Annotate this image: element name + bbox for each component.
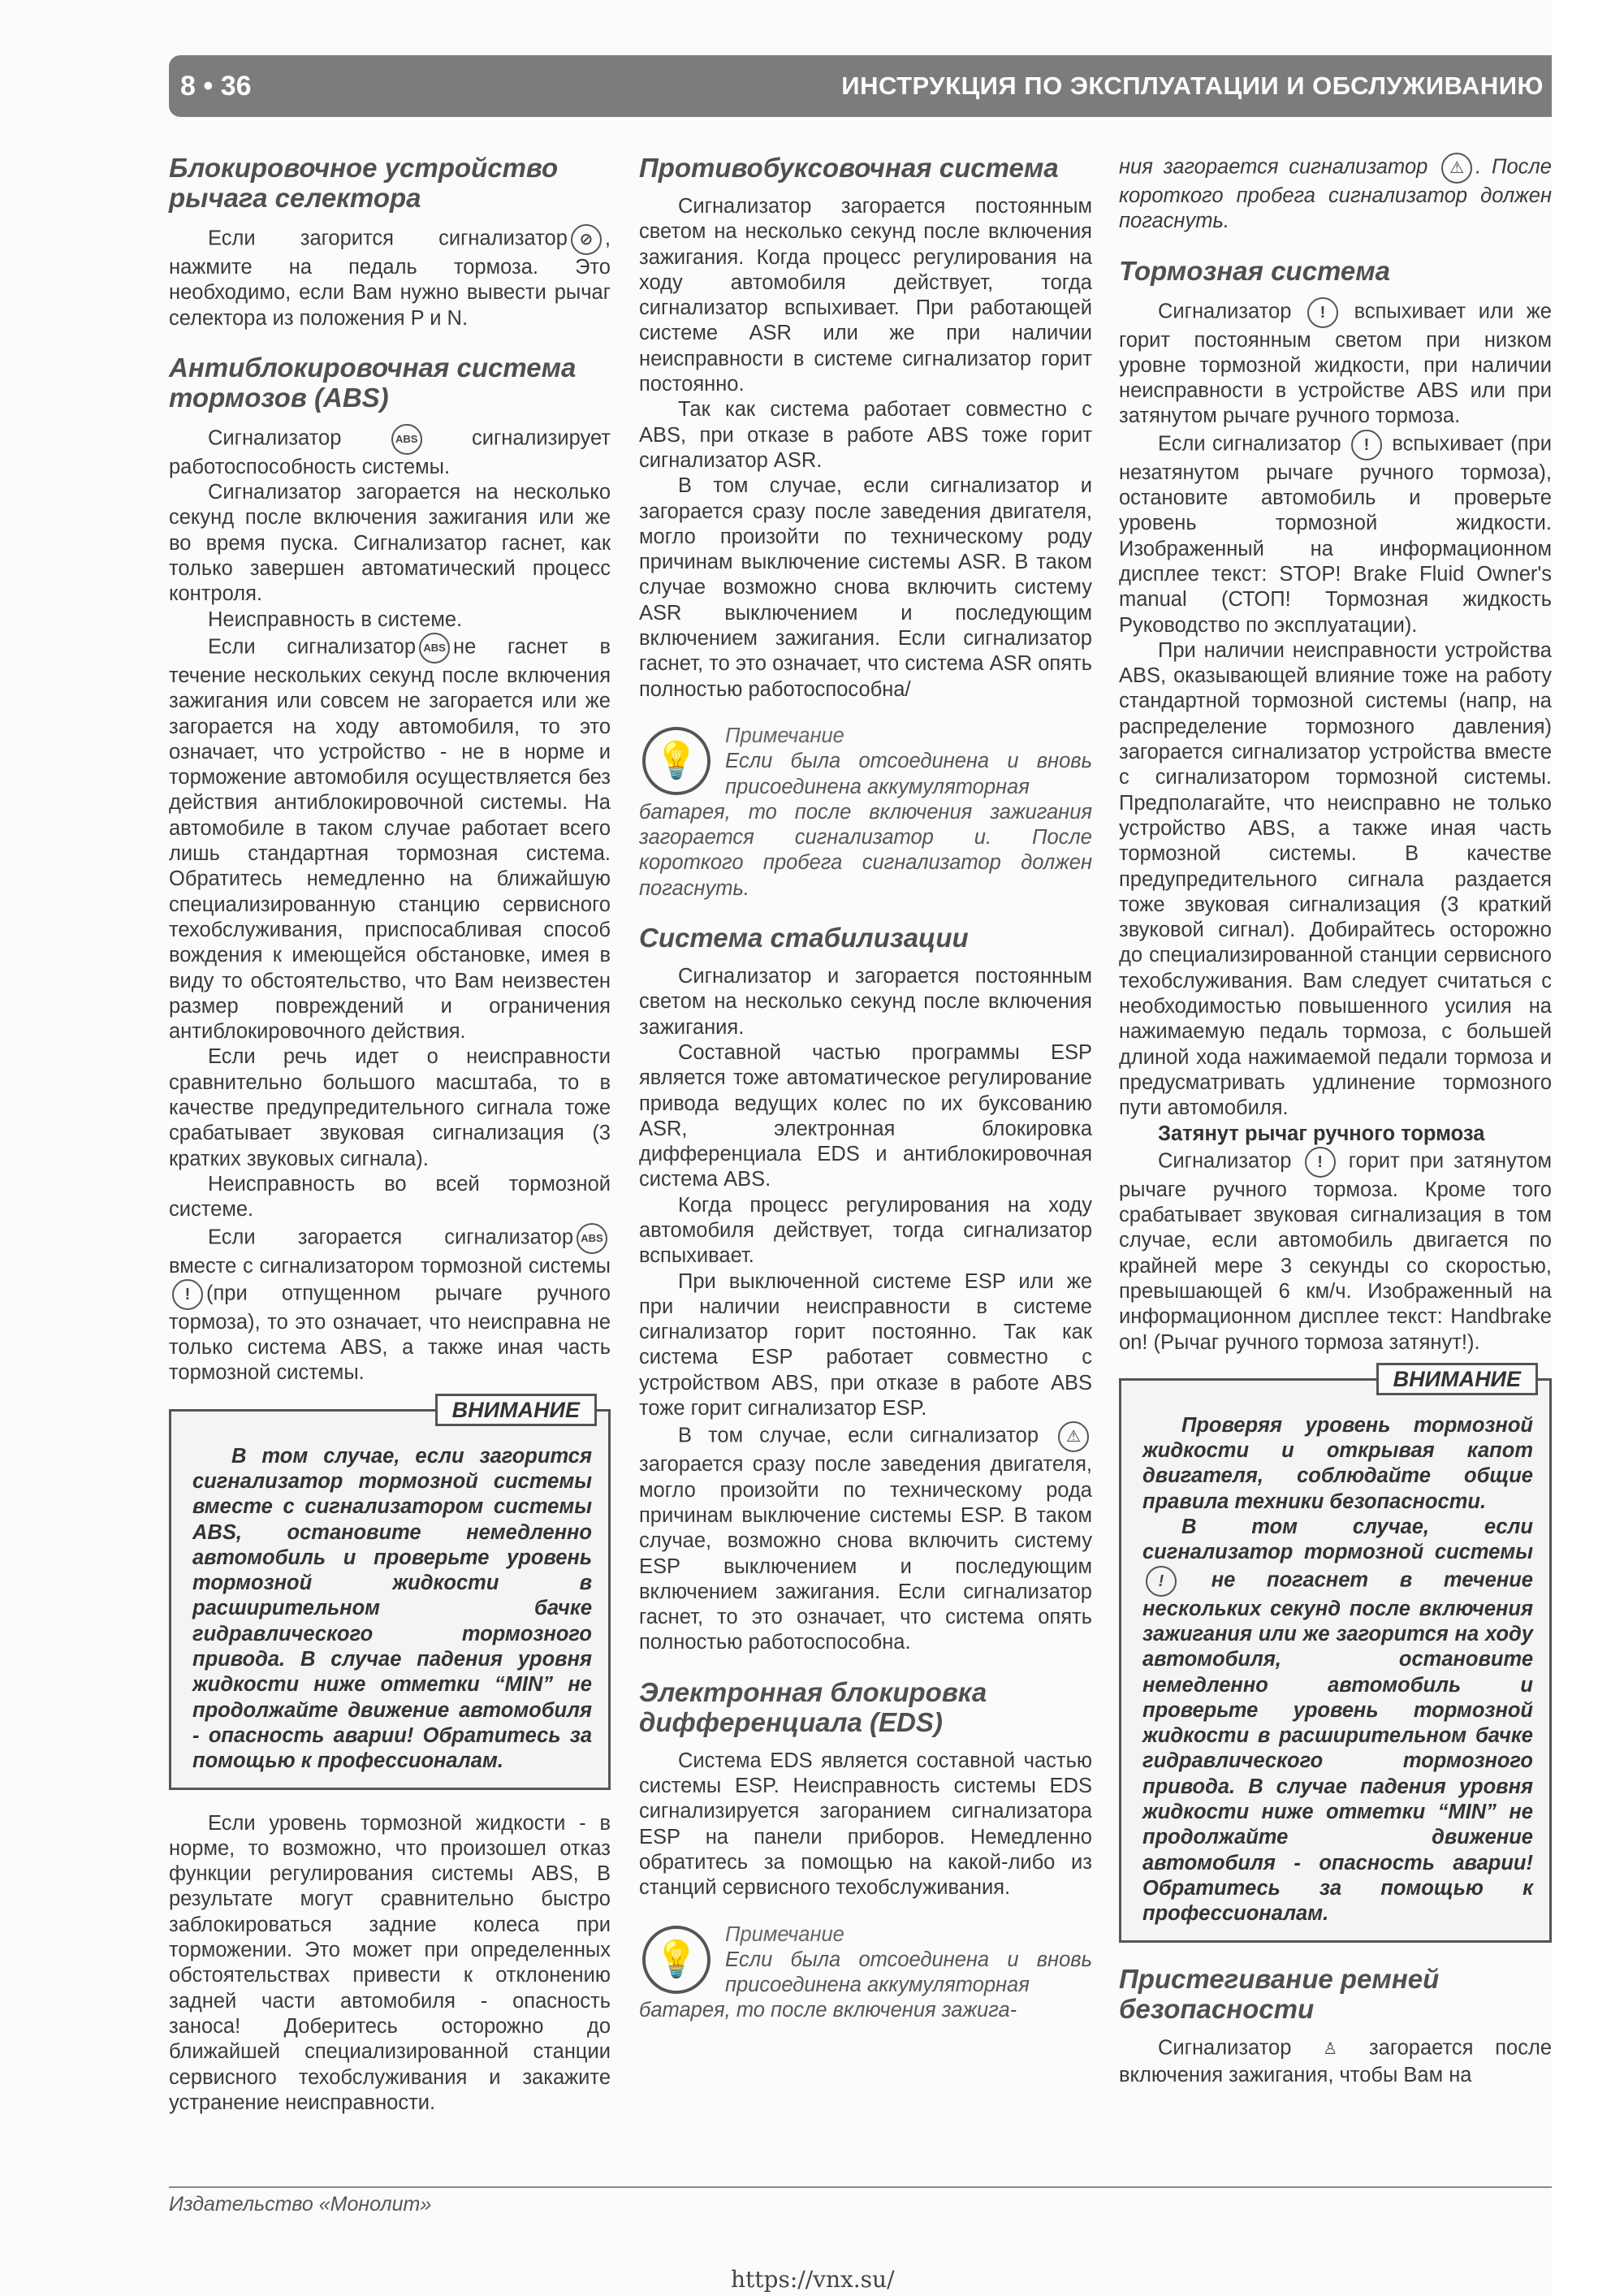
paragraph: Так как система работает совместно с ABS, при отказе в работе ABS тоже горит сигнализатор ASR. [639, 398, 1092, 472]
text: , нажмите на педаль тормоза. Это необходимо, если Вам нужно вывести рычаг селектора из положения P и N. [169, 227, 611, 330]
paragraph: Сигнализатор загорается на несколько секунд после включения зажигания или же во время пуска. Сигнализатор гаснет, как только завершен автоматический процесс контроля. [169, 481, 611, 606]
paragraph: Составной частью программы ESP является тоже автоматическое регулирование привода ведущих колес по их буксованию ASR, электронная блокировка дифференциала EDS и антиблокировочная система ABS. [639, 1040, 1092, 1191]
warning-box [1119, 1366, 1552, 1943]
text: вспыхивает или же горит постоянным светом при низком уровне тормозной жидкости, при наличии неисправности в устройстве ABS или при затянутом рычаге ручного тормоза. [1119, 300, 1552, 428]
note-text: батарея, то после включения зажига- [639, 1999, 1017, 2022]
text: Сигнализатор [1158, 300, 1292, 323]
text: (при отпущенном рычаге ручного тормоза), то это означает, что неисправна не только система ABS, а также иная часть тормозной системы. [169, 1282, 611, 1385]
warning-label: ВНИМАНИЕ [435, 1394, 597, 1426]
subheading-handbrake: Затянут рычаг ручного тормоза [1158, 1122, 1485, 1145]
paragraph [639, 1421, 1092, 1655]
note-block [639, 1922, 1092, 2024]
text: горит при затянутом рычаге ручного тормоза. Кроме того срабатывает звуковая сигнализация в том случае, если автомобиль двигается по крайней мере 3 секунды со скоростью, превышающей 6 км/ч. Изображенный на информационном дисплее текст: Handbrake on! (Рычаг ручного тормоза затянут!). [1119, 1149, 1552, 1354]
brake-warning-icon: ! [1305, 1147, 1336, 1178]
paragraph: Сигнализатор и загорается постоянным светом на несколько секунд после включения зажигания. [639, 965, 1092, 1039]
footer-divider [169, 2186, 1552, 2188]
text: загорается после включения зажигания, чтобы Вам на [1119, 2036, 1552, 2086]
heading-brake-system: Тормозная система [1119, 255, 1390, 286]
paragraph [1119, 1147, 1552, 1356]
warning-text: В том случае, если загорится сигнализатор тормозной системы вместе с сигнализатором системы ABS, остановите немедленно автомобиль и проверьте уровень тормозной жидкости в расширительном бачке гидравлического тормозного привода. В случае падения уровня жидкости ниже отметки “MIN” не продолжайте движение автомобиля - опасность аварии! Обратитесь за помощью к профессионалам. [192, 1444, 592, 1773]
note-text: батарея, то после включения зажигания загорается сигнализатор и. После короткого пробега сигнализатор должен погаснуть. [639, 800, 1092, 900]
text: Сигнализатор [1158, 2036, 1292, 2060]
brake-warning-icon: ! [1307, 297, 1338, 328]
paragraph [1119, 430, 1552, 638]
warning-text [1142, 1515, 1533, 1926]
heading-selector-lock: Блокировочное устройство рычага селектора [169, 153, 559, 213]
paragraph: Когда процесс регулирования на ходу автомобиля действует, тогда сигнализатор вспыхивает. [639, 1193, 1092, 1268]
page-header [169, 55, 1552, 117]
text: ния загорается сигнализатор [1119, 155, 1428, 179]
text: В том случае, если сигнализатор [678, 1425, 1039, 1448]
text: не гаснет в течение нескольких секунд после включения зажигания или совсем не загорается или же загорается на ходу автомобиля, то это означает, что устройство - не в норме и торможение автомобиля осуществляется без действия антиблокировочной системы. На автомобиле в таком случае работает всего лишь стандартная тормозная система. Обратитесь немедленно на ближайшую специализированную станцию сервисного техобслуживания, приспосабливая способ вождения к имеющейся обстановке, имея в виду то обстоятельство, что Вам неизвестен размер повреждений и ограничения антиблокировочного действия. [169, 635, 611, 1044]
paragraph: Неисправность во всей тормозной системе. [169, 1172, 611, 1222]
note-text: Если была отсоединена и вновь присоединена аккумуляторная [725, 1948, 1092, 1997]
lightbulb-icon: 💡 [642, 1926, 710, 1994]
text: Если сигнализатор [208, 635, 417, 659]
paragraph [1119, 2035, 1552, 2088]
text: Если сигнализатор [1158, 432, 1341, 456]
column-2 [639, 153, 1092, 2030]
note-heading: Примечание [725, 1922, 844, 1946]
heading-seat-belts: Пристегивание ремней безопасности [1119, 1963, 1440, 2024]
paragraph: В том случае, если сигнализатор и загорается сразу после заведения двигателя, могло произойти по техническому роду причинам выключение системы ASR. В таком случае возможно снова включить систему ASR выключением и последующим включением зажигания. Если сигнализатор гаснет, то это означает, что система ASR опять полностью работоспособна/ [639, 474, 1092, 701]
abs-warning-icon: ABS [419, 633, 450, 664]
paragraph: При выключенной системе ESP или же при наличии неисправности в системе сигнализатор горит постоянно. Так как система ESP работает совместно с устройством ABS, при отказе в работе ABS тоже горит сигнализатор ESP. [639, 1269, 1092, 1420]
note-block [639, 724, 1092, 902]
text: В том случае, если сигнализатор тормозной системы [1142, 1516, 1533, 1564]
text: Сигнализатор [208, 426, 342, 450]
seatbelt-icon: ♙ [1323, 2039, 1338, 2058]
note-heading: Примечание [725, 724, 844, 747]
warning-text: Проверяя уровень тормозной жидкости и открывая капот двигателя, соблюдайте общие правила техники безопасности. [1142, 1413, 1533, 1513]
heading-asr: Противобуксовочная система [639, 153, 1059, 183]
text: . После короткого пробега сигнализатор должен погаснуть. [1119, 155, 1552, 233]
publisher: Издательство «Монолит» [169, 2193, 432, 2216]
page-edge [1552, 0, 1624, 2296]
column-1 [169, 153, 611, 2116]
abs-warning-icon: ABS [577, 1223, 607, 1254]
paragraph [1119, 297, 1552, 430]
text: Если загорается сигнализатор [208, 1226, 573, 1249]
paragraph: Если речь идет о неисправности сравнительно большого масштаба, то в качестве предупредительного сигнала тоже срабатывает звуковая сигнализация (3 кратких звуковых сигнала). [169, 1045, 611, 1170]
warning-label: ВНИМАНИЕ [1376, 1363, 1538, 1395]
brake-warning-icon: ! [172, 1279, 203, 1310]
column-3 [1119, 153, 1552, 2088]
text: загорается сразу после заведения двигателя, могло произойти по техническому рода причинам выключение системы ESP. В таком случае, возможно снова включить систему ESP выключением и последующим включением зажигания. Если сигнализатор гаснет, то это означает, что система опять полностью работоспособна. [639, 1453, 1092, 1654]
warning-box [169, 1397, 611, 1790]
paragraph: При наличии неисправности устройства ABS, оказывающей влияние тоже на работу стандартной тормозной системы (напр, на распределение тормозного давления) загорается сигнализатор устройства вместе с сигнализатором тормозной системы. Предполагайте, что неисправно не только устройство ABS, а также иная часть тормозной системы. В качестве предупредительного сигнала раздается тоже звуковая сигнализация (3 краткий звуковой сигнал). Добирайтесь осторожно до специализированной станции сервисного техобслуживания. Вам следует считаться с необходимостью повышенного усилия на нажимаемую педаль тормоза, с большей длиной хода нажимаемой педали тормоза и предусматривать удлинение тормозного пути автомобиля. [1119, 638, 1552, 1120]
text: Сигнализатор [1158, 1149, 1292, 1173]
paragraph: Если уровень тормозной жидкости - в норме, то возможно, что произошел отказ функции регулирования системы ABS, В результате могут сравнительно быстро заблокироваться задние колеса при торможении. Это может при определенных обстоятельствах привести к отклонению задней части автомобиля - опасность заноса! Доберитесь осторожно до ближайшей специализированной станции сервисного техобслуживания и закажите устранение неисправности. [169, 1811, 611, 2114]
text: Если загорится сигнализатор [208, 227, 568, 250]
paragraph [169, 1223, 611, 1386]
paragraph: Сигнализатор загорается постоянным светом на несколько секунд после включения зажигания. Когда процесс регулирования на ходу автомобиля действует, тогда сигнализатор вспыхивает. При работающей системе ASR или же при наличии неисправности в системе сигнализатор горит постоянно. [639, 195, 1092, 396]
paragraph: Неисправность в системе. [208, 608, 463, 631]
esp-warning-icon: ⚠ [1058, 1421, 1089, 1452]
text: сигнализирует работоспособность системы. [169, 426, 611, 478]
section-title: ИНСТРУКЦИЯ ПО ЭКСПЛУАТАЦИИ И ОБСЛУЖИВАНИЮ [841, 71, 1544, 100]
page-number: 8 • 36 [180, 71, 252, 102]
lightbulb-icon: 💡 [642, 727, 710, 795]
paragraph [169, 633, 611, 1044]
brake-warning-icon: ! [1146, 1566, 1177, 1597]
heading-eds: Электронная блокировка дифференциала (EDS) [639, 1676, 987, 1737]
esp-warning-icon: ⚠ [1441, 153, 1472, 184]
text: не погаснет в течение нескольких секунд после включения зажигания или же загорится на ходу автомобиля, остановите немедленно автомобиль и проверьте уровень тормозной жидкости в расширительном бачке гидравлического тормозного привода. В случае падения уровня жидкости ниже отметки “MIN” не продолжайте движение автомобиля - опасность аварии! Обратитесь за помощью к профессионалам. [1142, 1568, 1533, 1926]
paragraph [169, 224, 611, 331]
brake-warning-icon: ! [1351, 430, 1382, 460]
note-text: Если была отсоединена и вновь присоединена аккумуляторная [725, 750, 1092, 798]
heading-esp: Система стабилизации [639, 923, 969, 953]
abs-warning-icon: ABS [391, 424, 422, 455]
text: вместе с сигнализатором тормозной системы [169, 1254, 611, 1278]
selector-lock-icon: ⊘ [571, 224, 602, 255]
paragraph: Система EDS является составной частью системы ESP. Неисправность системы EDS сигнализируется загоранием сигнализатора ESP на панели приборов. Немедленно обратитесь за помощью на какой-либо из станций сервисного техобслуживания. [639, 1749, 1092, 1900]
paragraph [1119, 153, 1552, 235]
source-url: https://vnx.su/ [731, 2266, 895, 2293]
text: вспыхивает (при незатянутом рычаге ручного тормоза), остановите автомобиль и проверьте уровень тормозной жидкости. Изображенный на информационном дисплее текст: STOP! Brake Fluid Owner's manual (СТОП! Тормозная жидкость Руководство по эксплуатации). [1119, 432, 1552, 637]
paragraph [169, 424, 611, 480]
heading-abs: Антиблокировочная система тормозов (ABS) [169, 352, 577, 413]
